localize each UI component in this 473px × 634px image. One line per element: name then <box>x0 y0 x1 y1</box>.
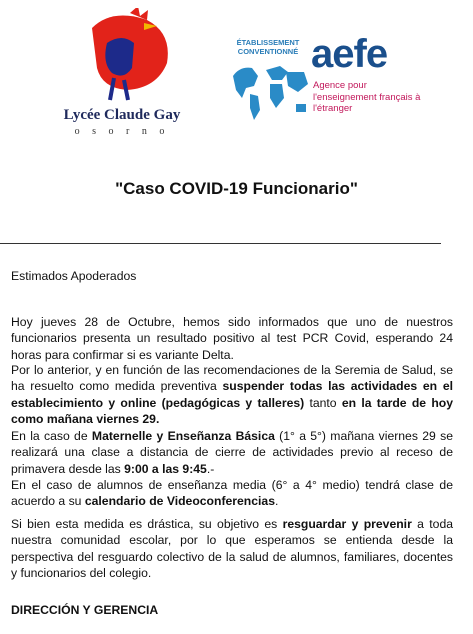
p3-bold-time: 9:00 a las 9:45 <box>124 461 207 476</box>
document-title: "Caso COVID-19 Funcionario" <box>115 179 358 198</box>
p3-text-2: (1° a 5°) mañana viernes 29 se realizará una clase a distancia de cierre de actividades previo al receso de primavera desde las <box>11 429 453 476</box>
school-name: Lycée Claude Gay <box>63 107 181 123</box>
paragraph-3 <box>11 428 453 477</box>
p5-text: Si bien esta medida es drástica, su objetivo es <box>11 517 283 531</box>
divider <box>0 243 441 244</box>
aefe-logo <box>228 28 428 128</box>
rooster-icon <box>52 8 192 108</box>
paragraph-5 <box>11 516 453 582</box>
world-map-icon <box>228 58 310 128</box>
p5-bold-objective: resguardar y prevenir <box>282 517 412 531</box>
paragraph-1: Hoy jueves 28 de Octubre, hemos sido informados que uno de nuestros funcionarios presenta un resultado positivo al test PCR Covid, esperando 24 horas para confirmar si es variante Delta. <box>11 315 453 362</box>
paragraph-4 <box>11 477 453 510</box>
paragraph-2 <box>11 362 453 428</box>
p2-bold-dates: en la tarde de hoy como mañana viernes 29. <box>11 395 453 427</box>
p4-bold-calendar: calendario de Videoconferencias <box>84 494 275 509</box>
p3-text: En la caso de <box>11 429 92 443</box>
aefe-stamp: ÉTABLISSEMENT CONVENTIONNÉ <box>236 38 300 56</box>
p3-bold-level: Maternelle y Enseñanza Básica <box>91 429 275 443</box>
aefe-subtitle: Agence pour l'enseignement français à l'étranger <box>313 80 421 114</box>
aefe-wordmark: aefe <box>311 32 388 76</box>
p2-text-2: tanto <box>304 395 342 410</box>
p3-text-3: .- <box>206 461 215 476</box>
signature: DIRECCIÓN Y GERENCIA <box>11 603 159 617</box>
school-city: o s o r n o <box>74 126 170 137</box>
p2-bold-suspend: suspender todas las actividades en el establecimiento y online (pedagógicas y talleres) <box>11 379 453 410</box>
greeting: Estimados Apoderados <box>11 269 137 283</box>
p5-text-2: a toda nuestra comunidad escolar, por lo que esperamos se entienda desde la perspectiva del resguardo colectivo de la salud de alumnos, familiares, docentes y funcionarios del colegio. <box>11 517 453 581</box>
p2-text: Por lo anterior, y en función de las recomendaciones de la Seremia de Salud, se ha resuelto como medida preventiva <box>11 363 453 394</box>
p4-text-2: . <box>274 494 279 509</box>
p4-text: En el caso de alumnos de enseñanza media (6° a 4° medio) tendrá clase de acuerdo a su <box>11 478 453 509</box>
